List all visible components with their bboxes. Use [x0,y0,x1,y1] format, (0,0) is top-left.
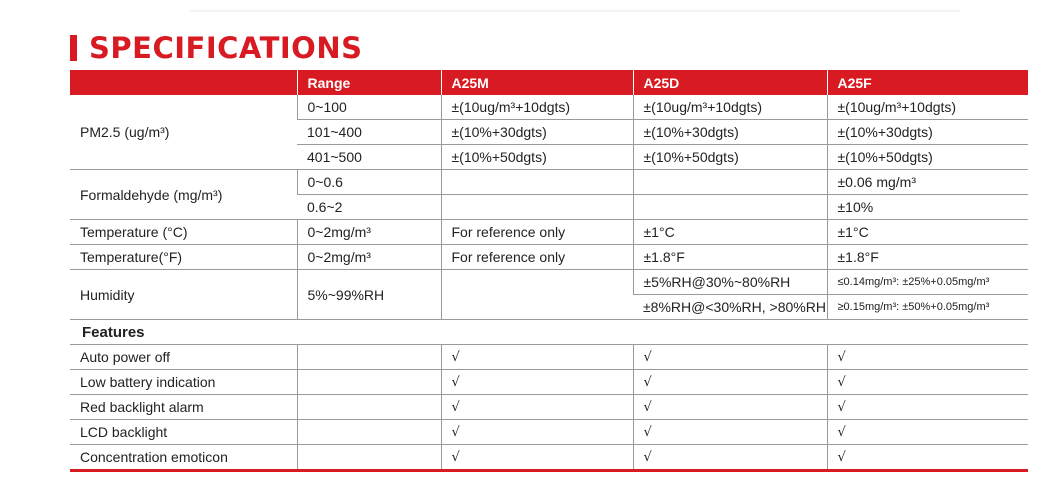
cell-range [297,345,441,370]
check-icon: √ [633,420,827,445]
cell-a25d: ±8%RH@<30%RH, >80%RH [633,295,827,320]
check-icon: √ [633,395,827,420]
check-icon: √ [827,420,1028,445]
check-icon: √ [633,345,827,370]
cell-a25d: ±(10ug/m³+10dgts) [633,95,827,120]
header-a25f: A25F [827,70,1028,95]
check-icon: √ [827,395,1028,420]
table-row [70,445,1028,471]
cell-range: 5%~99%RH [297,270,441,320]
cell-a25m [441,170,633,195]
cell-a25f: ±(10%+30dgts) [827,120,1028,145]
cell-a25f: ±0.06 mg/m³ [827,170,1028,195]
table-row [70,420,1028,445]
page-title: SPECIFICATIONS [89,31,363,65]
cell-a25m [441,270,633,320]
header-a25d: A25D [633,70,827,95]
cell-a25d: ±1.8°F [633,245,827,270]
cell-a25m: For reference only [441,220,633,245]
table-row [70,395,1028,420]
cell-a25d: ±(10%+50dgts) [633,145,827,170]
table-row [70,220,1028,245]
cell-range: 0~100 [297,95,441,120]
cell-range [297,420,441,445]
table-row [70,170,1028,195]
features-title: Features [70,320,1028,345]
cell-a25m: ±(10%+50dgts) [441,145,633,170]
cell-range: 101~400 [297,120,441,145]
cell-range [297,445,441,471]
header-parameter [70,70,297,95]
cell-a25f: ≥0.15mg/m³: ±50%+0.05mg/m³ [827,295,1028,320]
param-humidity: Humidity [70,270,297,320]
cell-a25f: ±(10%+50dgts) [827,145,1028,170]
feature-name: Auto power off [70,345,297,370]
cell-range: 0~2mg/m³ [297,245,441,270]
check-icon: √ [441,420,633,445]
cell-a25d [633,170,827,195]
param-temperature-f: Temperature(°F) [70,245,297,270]
cell-a25m [441,195,633,220]
check-icon: √ [441,345,633,370]
cell-a25f: ±10% [827,195,1028,220]
cell-a25m: For reference only [441,245,633,270]
check-icon: √ [633,370,827,395]
cell-a25d: ±1°C [633,220,827,245]
check-icon: √ [827,445,1028,471]
table-header-row [70,70,1028,95]
param-pm25: PM2.5 (ug/m³) [70,95,297,170]
cell-a25d [633,195,827,220]
table-row [70,345,1028,370]
cell-range: 0~2mg/m³ [297,220,441,245]
cell-range [297,395,441,420]
cell-range: 401~500 [297,145,441,170]
table-row [70,270,1028,295]
cell-range [297,370,441,395]
param-formaldehyde: Formaldehyde (mg/m³) [70,170,297,220]
cell-a25d: ±5%RH@30%~80%RH [633,270,827,295]
cell-a25d: ±(10%+30dgts) [633,120,827,145]
top-divider [190,10,960,12]
cell-range: 0.6~2 [297,195,441,220]
heading-marker [70,35,77,61]
header-a25m: A25M [441,70,633,95]
cell-a25f: ±(10ug/m³+10dgts) [827,95,1028,120]
table-row [70,370,1028,395]
cell-a25m: ±(10ug/m³+10dgts) [441,95,633,120]
section-heading [70,28,362,68]
feature-name: LCD backlight [70,420,297,445]
check-icon: √ [827,370,1028,395]
feature-name: Concentration emoticon [70,445,297,471]
table-row [70,95,1028,120]
cell-a25f: ±1°C [827,220,1028,245]
check-icon: √ [441,395,633,420]
cell-a25f: ≤0.14mg/m³: ±25%+0.05mg/m³ [827,270,1028,295]
check-icon: √ [441,445,633,471]
specifications-table [70,70,1028,472]
check-icon: √ [441,370,633,395]
cell-a25f: ±1.8°F [827,245,1028,270]
check-icon: √ [827,345,1028,370]
param-temperature-c: Temperature (°C) [70,220,297,245]
header-range: Range [297,70,441,95]
cell-a25m: ±(10%+30dgts) [441,120,633,145]
cell-range: 0~0.6 [297,170,441,195]
feature-name: Red backlight alarm [70,395,297,420]
table-row [70,245,1028,270]
features-header-row [70,320,1028,345]
check-icon: √ [633,445,827,471]
feature-name: Low battery indication [70,370,297,395]
